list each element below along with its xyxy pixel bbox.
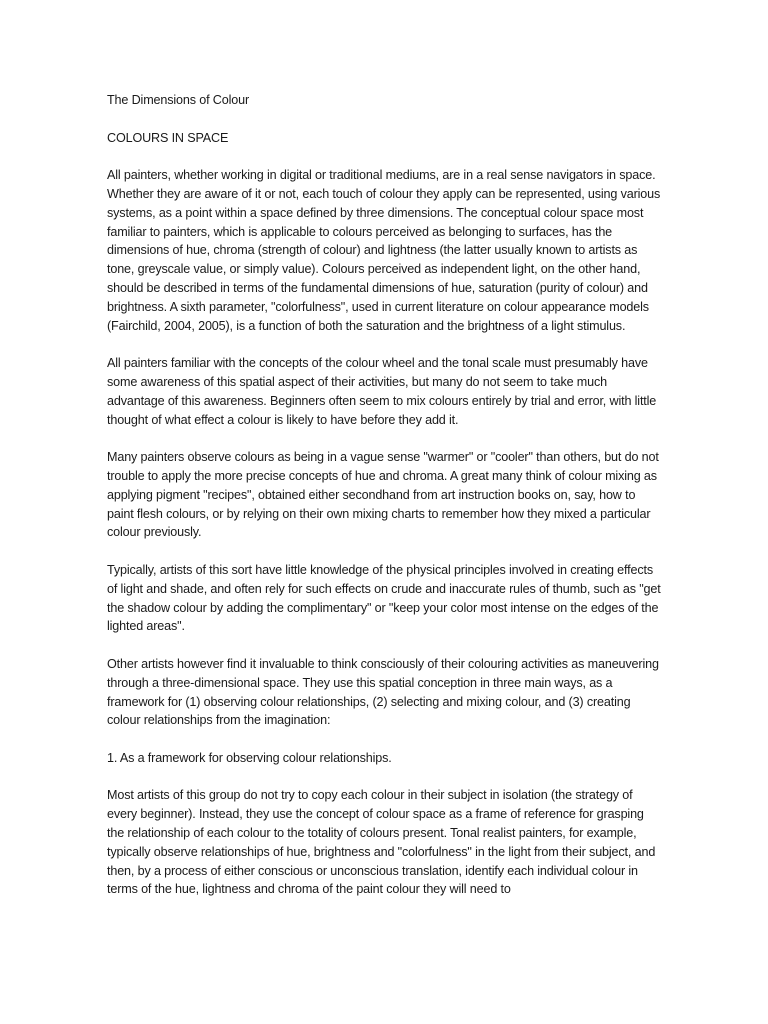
numbered-subheading: 1. As a framework for observing colour relationships. (107, 750, 392, 765)
paragraph: All painters, whether working in digital or traditional mediums, are in a real sense navigators in space. Whether they are aware of it or not, each touch of colour they apply can be represented, using various systems, as a point within a space defined by three dimensions. The conceptual colour space most familiar to painters, which is applicable to colours perceived as belonging to surfaces, has the dimensions of hue, chroma (strength of colour) and lightness (the latter usually known to artists as tone, greyscale value, or simply value). Colours perceived as independent light, on the other hand, should be described in terms of the fundamental dimensions of hue, saturation (purity of colour) and brightness. A sixth parameter, "colorfulness", used in current literature on colour appearance models (Fairchild, 2004, 2005), is a function of both the saturation and the brightness of a light stimulus. (107, 168, 661, 333)
document-title: The Dimensions of Colour (107, 93, 249, 107)
paragraph: Typically, artists of this sort have little knowledge of the physical principles involved in creating effects of light and shade, and often rely for such effects on crude and inaccurate rules of thumb, such as "get the shadow colour by adding the complimentary" or "keep your color most intense on the edges of the lighted areas". (107, 562, 661, 634)
paragraph: Most artists of this group do not try to copy each colour in their subject in isolation (the strategy of every beginner). Instead, they use the concept of colour space as a frame of reference for grasping the relationship of each colour to the totality of colours present. Tonal realist painters, for example, typically observe relationships of hue, brightness and "colorfulness" in the light from their subject, and then, by a process of either conscious or unconscious translation, identify each individual colour in terms of the hue, lightness and chroma of the paint colour they will need to (107, 788, 656, 897)
paragraph: Other artists however find it invaluable to think consciously of their colouring activities as maneuvering through a three-dimensional space. They use this spatial conception in three main ways, as a framework for (1) observing colour relationships, (2) selecting and mixing colour, and (3) creating colour relationships from the imagination: (107, 656, 659, 728)
paragraph: Many painters observe colours as being in a vague sense "warmer" or "cooler" than others, but do not trouble to apply the more precise concepts of hue and chroma. A great many think of colour mixing as applying pigment "recipes", obtained either secondhand from art instruction books on, say, how to paint flesh colours, or by relying on their own mixing charts to remember how they mixed a particular colour previously. (107, 450, 659, 540)
document-page (107, 91, 663, 918)
paragraph: All painters familiar with the concepts of the colour wheel and the tonal scale must presumably have some awareness of this spatial aspect of their activities, but many do not seem to take much advantage of this awareness. Beginners often seem to mix colours entirely by trial and error, with little thought of what effect a colour is likely to have before they add it. (107, 356, 657, 427)
section-heading: COLOURS IN SPACE (107, 130, 229, 145)
